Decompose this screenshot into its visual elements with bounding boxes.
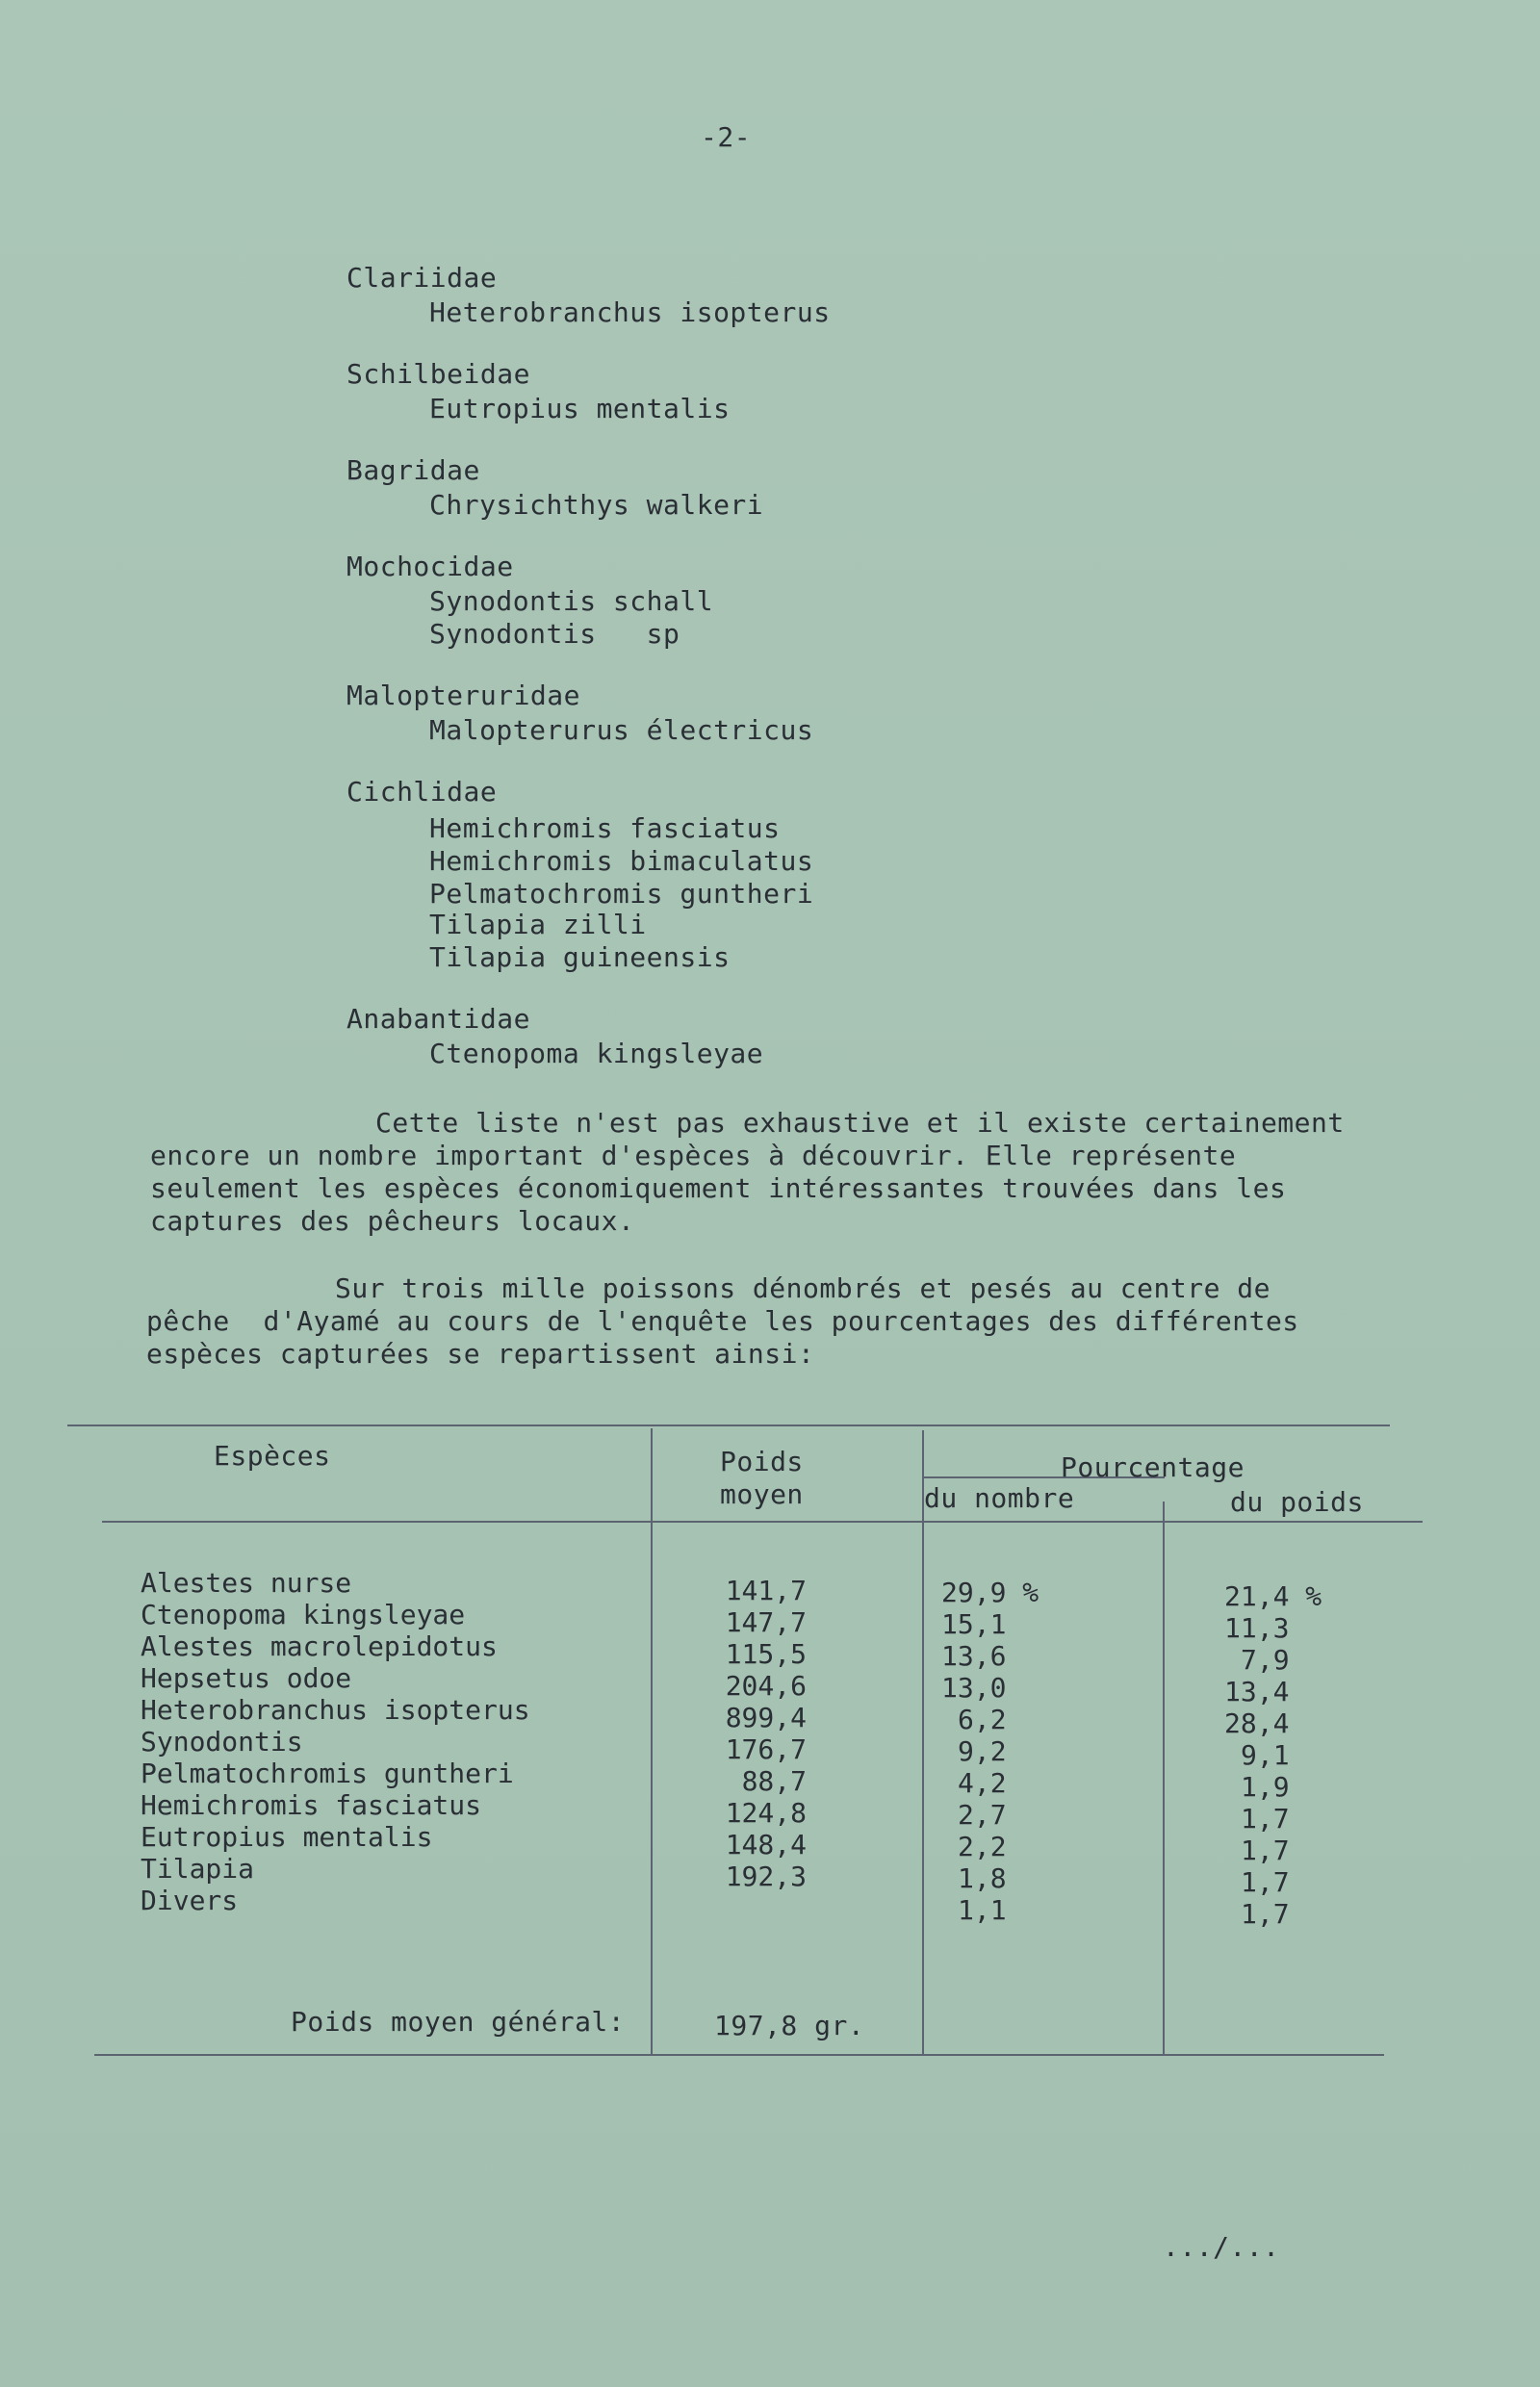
species-name: Eutropius mentalis (429, 393, 731, 424)
header-by-number: du nombre (924, 1482, 1075, 1514)
species-name: Malopterurus électricus (429, 714, 814, 746)
pct-number-column (941, 1577, 1039, 1926)
species-name: Hemichromis fasciatus (429, 812, 781, 844)
table-cell-species: Tilapia (141, 1853, 255, 1885)
table-cell-pct-number: 29,9 % (941, 1577, 1040, 1608)
table-cell-pct-number: 2,2 (958, 1831, 1007, 1862)
species-name: Synodontis sp (429, 618, 680, 650)
table-cell-pct-weight: 1,7 (1241, 1898, 1290, 1930)
table-cell-pct-weight: 1,9 (1241, 1771, 1290, 1803)
table-cell-species: Alestes macrolepidotus (141, 1630, 498, 1662)
table-cell-species: Heterobranchus isopterus (141, 1694, 530, 1726)
paragraph-survey-intro (146, 1272, 1299, 1371)
total-label: Poids moyen général: (291, 2006, 626, 2038)
table-cell-species: Hepsetus odoe (141, 1662, 352, 1694)
table-cell-species: Synodontis (141, 1726, 303, 1758)
table-cell-weight: 124,8 (725, 1797, 807, 1829)
table-cell-pct-number: 1,8 (958, 1862, 1007, 1894)
species-name: Tilapia zilli (429, 909, 647, 940)
table-cell-weight: 192,3 (725, 1861, 807, 1892)
table-cell-pct-weight: 13,4 (1224, 1676, 1290, 1707)
family-name: Anabantidae (346, 1003, 530, 1035)
header-weight: Poids (720, 1446, 804, 1477)
table-cell-weight: 148,4 (725, 1829, 807, 1861)
table-cell-weight: 899,4 (725, 1702, 807, 1733)
table-cell-pct-number: 13,0 (941, 1672, 1007, 1704)
table-cell-pct-weight: 28,4 (1224, 1707, 1290, 1739)
table-cell-pct-weight: 11,3 (1224, 1612, 1290, 1644)
table-cell-pct-weight: 9,1 (1241, 1739, 1290, 1771)
family-name: Schilbeidae (346, 358, 530, 390)
table-cell-weight: 147,7 (725, 1606, 807, 1638)
species-name: Ctenopoma kingsleyae (429, 1038, 764, 1069)
table-cell-pct-weight: 1,7 (1241, 1835, 1290, 1866)
table-cell-pct-number: 1,1 (958, 1894, 1007, 1926)
table-cell-species: Alestes nurse (141, 1567, 352, 1599)
table-cell-pct-number: 6,2 (958, 1704, 1007, 1735)
continuation-mark: .../... (1163, 2231, 1280, 2263)
species-column (141, 1567, 530, 1916)
table-cell-species: Divers (141, 1885, 239, 1916)
table-cell-weight: 176,7 (725, 1733, 807, 1765)
table-column-divider (922, 1430, 924, 2054)
table-cell-pct-number: 4,2 (958, 1767, 1007, 1799)
paragraph-line: Sur trois mille poissons dénombrés et pesés au centre de (335, 1272, 1271, 1304)
total-value: 197,8 gr. (714, 2010, 865, 2041)
header-percentage: Pourcentage (1061, 1451, 1245, 1483)
table-cell-pct-weight: 21,4 % (1224, 1580, 1322, 1612)
header-species: Espèces (214, 1440, 331, 1472)
weight-column (693, 1575, 807, 1892)
family-name: Bagridae (346, 454, 480, 486)
species-name: Chrysichthys walkeri (429, 489, 764, 521)
table-cell-weight: 141,7 (725, 1575, 807, 1606)
species-name: Pelmatochromis guntheri (429, 878, 814, 910)
page-number: -2- (701, 121, 752, 153)
species-name: Heterobranchus isopterus (429, 296, 831, 328)
table-cell-pct-number: 9,2 (958, 1735, 1007, 1767)
table-cell-weight: 115,5 (725, 1638, 807, 1670)
family-name: Clariidae (346, 262, 498, 294)
paragraph-line: encore un nombre important d'espèces à découvrir. Elle représente (150, 1140, 1237, 1171)
species-name: Hemichromis bimaculatus (429, 845, 814, 877)
family-name: Malopteruridae (346, 680, 581, 711)
family-name: Cichlidae (346, 776, 498, 808)
table-cell-species: Eutropius mentalis (141, 1821, 433, 1853)
header-weight: moyen (720, 1478, 804, 1510)
table-cell-pct-weight: 7,9 (1241, 1644, 1290, 1676)
header-by-weight: du poids (1230, 1486, 1364, 1518)
paragraph-line: Cette liste n'est pas exhaustive et il existe certainement (375, 1107, 1345, 1139)
table-cell-pct-weight: 1,7 (1241, 1866, 1290, 1898)
paragraph-line: captures des pêcheurs locaux. (150, 1205, 635, 1237)
table-cell-weight: 204,6 (725, 1670, 807, 1702)
table-top-rule (67, 1424, 1390, 1426)
table-cell-pct-number: 15,1 (941, 1608, 1007, 1640)
family-name: Mochocidae (346, 551, 514, 582)
table-column-divider (651, 1428, 653, 2054)
table-cell-species: Pelmatochromis guntheri (141, 1758, 514, 1789)
species-name: Tilapia guineensis (429, 941, 731, 973)
table-cell-pct-weight: 1,7 (1241, 1803, 1290, 1835)
pct-weight-column (1224, 1580, 1322, 1930)
table-header-rule (102, 1521, 1423, 1523)
table-bottom-rule (94, 2054, 1384, 2056)
table-cell-pct-number: 13,6 (941, 1640, 1007, 1672)
paragraph-line: seulement les espèces économiquement intéressantes trouvées dans les (150, 1172, 1287, 1204)
paragraph-line: espèces capturées se repartissent ainsi: (146, 1338, 815, 1370)
table-cell-species: Hemichromis fasciatus (141, 1789, 482, 1821)
species-name: Synodontis schall (429, 585, 714, 617)
table-cell-species: Ctenopoma kingsleyae (141, 1599, 466, 1630)
table-cell-weight: 88,7 (741, 1765, 807, 1797)
paragraph-line: pêche d'Ayamé au cours de l'enquête les pourcentages des différentes (146, 1305, 1299, 1337)
paragraph-list-note (150, 1107, 1345, 1238)
table-cell-pct-number: 2,7 (958, 1799, 1007, 1831)
table-column-divider (1163, 1502, 1165, 2054)
